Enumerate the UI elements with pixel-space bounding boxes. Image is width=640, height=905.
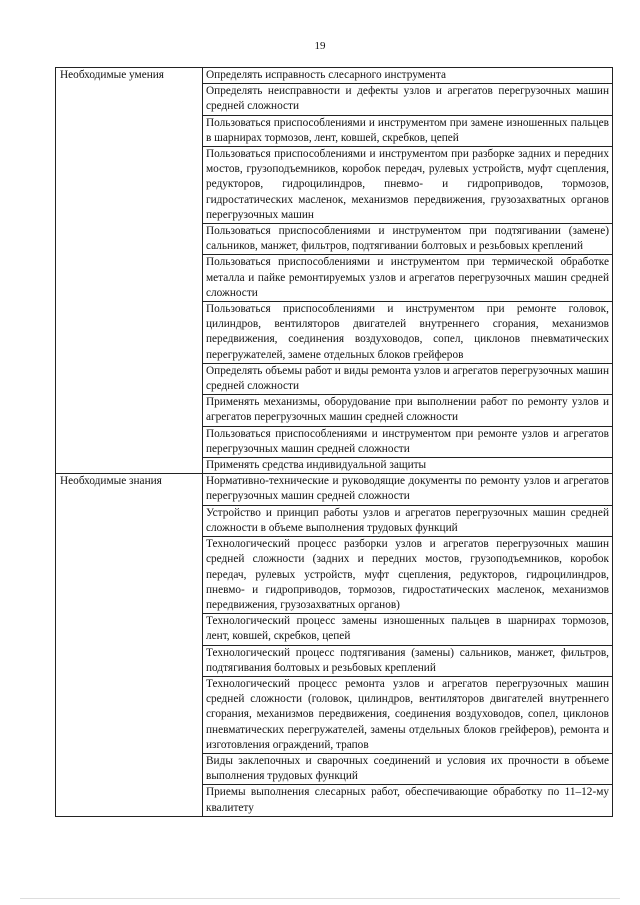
table-row [56, 363, 613, 394]
section-label-continuation [56, 147, 203, 224]
table-row [56, 147, 613, 224]
section-label-continuation [56, 505, 203, 536]
requirement-item: Пользоваться приспособлениями и инструментом при подтягивании (замене) сальников, манжет, фильтров, подтягивании болтовых и резьбовых креплений [203, 224, 613, 255]
section-label-continuation [56, 753, 203, 784]
table-row [56, 753, 613, 784]
requirement-item: Пользоваться приспособлениями и инструментом при разборке задних и передних мостов, грузоподъемников, коробок передач, рулевых устройств, муфт сцепления, редукторов, гидроцилиндров, пневмо- и гидроприводов, тормозов, гидростатических масленок, механизмов передвижения, грузозахватных органов перегрузочных машин [203, 147, 613, 224]
requirement-item: Пользоваться приспособлениями и инструментом при ремонте головок, цилиндров, вентиляторов двигателей внутреннего сгорания, механизмов передвижения, соединения воздуховодов, сопел, циклонов пневматических перегружателей, замене отдельных блоков грейферов [203, 302, 613, 364]
section-label-continuation [56, 363, 203, 394]
section-label-continuation [56, 458, 203, 474]
requirement-item: Применять механизмы, оборудование при выполнении работ по ремонту узлов и агрегатов перегрузочных машин средней сложности [203, 395, 613, 426]
section-label: Необходимые знания [56, 474, 203, 505]
page-number: 19 [314, 40, 326, 52]
requirement-item: Применять средства индивидуальной защиты [203, 458, 613, 474]
section-label-continuation [56, 302, 203, 364]
requirement-item: Технологический процесс ремонта узлов и агрегатов перегрузочных машин средней сложности (головок, цилиндров, вентиляторов двигателей внутреннего сгорания, механизмов передвижения, соединения воздуховодов, сопел, циклонов пневматических перегружателей, замены отдельных блоков грейферов), ремонта и изготовления ограждений, трапов [203, 676, 613, 753]
section-label-continuation [56, 645, 203, 676]
section-label-continuation [56, 676, 203, 753]
section-label-continuation [56, 224, 203, 255]
section-label-continuation [56, 614, 203, 645]
requirement-item: Виды заклепочных и сварочных соединений и условия их прочности в объеме выполнения трудовых функций [203, 753, 613, 784]
table-row [56, 395, 613, 426]
table-row [56, 458, 613, 474]
table-body [56, 68, 613, 817]
table-row [56, 426, 613, 457]
requirements-table [55, 67, 613, 817]
section-label-continuation [56, 537, 203, 614]
table-row [56, 474, 613, 505]
requirement-item: Нормативно-технические и руководящие документы по ремонту узлов и агрегатов перегрузочных машин средней сложности [203, 474, 613, 505]
requirement-item: Пользоваться приспособлениями и инструментом при термической обработке металла и пайке ремонтируемых узлов и агрегатов перегрузочных машин средней сложности [203, 255, 613, 302]
section-label: Необходимые умения [56, 68, 203, 84]
requirement-item: Определять объемы работ и виды ремонта узлов и агрегатов перегрузочных машин средней сложности [203, 363, 613, 394]
scan-edge-line [20, 898, 620, 899]
requirement-item: Пользоваться приспособлениями и инструментом при замене изношенных пальцев в шарнирах тормозов, лент, ковшей, скребков, цепей [203, 115, 613, 146]
table-row [56, 505, 613, 536]
table-row [56, 614, 613, 645]
table-row [56, 115, 613, 146]
table-row [56, 676, 613, 753]
requirement-item: Определять исправность слесарного инструмента [203, 68, 613, 84]
section-label-continuation [56, 785, 203, 816]
requirement-item: Пользоваться приспособлениями и инструментом при ремонте узлов и агрегатов перегрузочных машин средней сложности [203, 426, 613, 457]
section-label-continuation [56, 395, 203, 426]
requirement-item: Определять неисправности и дефекты узлов и агрегатов перегрузочных машин средней сложности [203, 84, 613, 115]
section-label-continuation [56, 84, 203, 115]
table-row [56, 645, 613, 676]
table-row [56, 785, 613, 816]
section-label-continuation [56, 115, 203, 146]
table-row [56, 255, 613, 302]
requirement-item: Приемы выполнения слесарных работ, обеспечивающие обработку по 11–12-му квалитету [203, 785, 613, 816]
requirement-item: Технологический процесс разборки узлов и агрегатов перегрузочных машин средней сложности (задних и передних мостов, грузоподъемников, коробок передач, рулевых устройств, муфт сцепления, редукторов, гидроцилиндров, пневмо- и гидроприводов, тормозов, гидростатических масленок, механизмов передвижения, грузозахватных органов) [203, 537, 613, 614]
table-row [56, 84, 613, 115]
requirement-item: Технологический процесс подтягивания (замены) сальников, манжет, фильтров, подтягивания болтовых и резьбовых креплений [203, 645, 613, 676]
table-row [56, 302, 613, 364]
requirement-item: Устройство и принцип работы узлов и агрегатов перегрузочных машин средней сложности в объеме выполнения трудовых функций [203, 505, 613, 536]
section-label-continuation [56, 255, 203, 302]
section-label-continuation [56, 426, 203, 457]
table-row [56, 68, 613, 84]
table-row [56, 224, 613, 255]
requirement-item: Технологический процесс замены изношенных пальцев в шарнирах тормозов, лент, ковшей, скребков, цепей [203, 614, 613, 645]
table-row [56, 537, 613, 614]
